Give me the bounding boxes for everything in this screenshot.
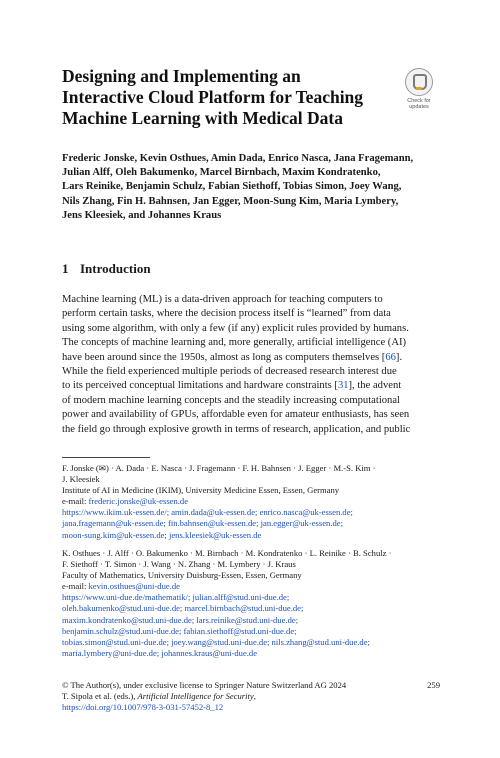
citation-link[interactable]: 31 (337, 380, 349, 392)
title-line-2: Interactive Cloud Platform for Teaching (62, 87, 364, 107)
email-link[interactable]: kevin.osthues@uni-due.de (88, 581, 180, 592)
page-number: 259 (427, 680, 440, 690)
affiliation-email: e-mail: frederic.jonske@uk-essen.de (62, 496, 189, 507)
section-number: 1 (62, 261, 69, 276)
title-line-3: Machine Learning with Medical Data (62, 108, 343, 128)
affiliation-links[interactable]: moon-sung.kim@uk-essen.de; jens.kleesiek@uk-essen.de (62, 529, 262, 540)
affiliation-links[interactable]: https://www.ikim.uk-essen.de/; amin.dada@uk-essen.de; enrico.nasca@uk-essen.de; (62, 507, 353, 518)
affiliation-links[interactable]: tobias.simon@stud.uni-due.de; joey.wang@stud.uni-due.de; nils.zhang@stud.uni-due.de; (62, 636, 370, 647)
affiliation-authors: F. Siethoff · T. Simon · J. Wang · N. Zhang · M. Lymbery · J. Kraus (62, 559, 296, 570)
intro-paragraph (62, 293, 440, 437)
affiliation-links[interactable]: https://www.uni-due.de/mathematik/; julian.alff@stud.uni-due.de; (62, 592, 290, 603)
affiliation-links[interactable]: jana.fragemann@uk-essen.de; fin.bahnsen@uk-essen.de; jan.egger@uk-essen.de; (62, 518, 343, 529)
book-title: Artificial Intelligence for Security (137, 691, 254, 702)
paragraph-line: have been around since the 1950s, almost as long as computers themselves [66]. (62, 351, 403, 363)
affiliation-links[interactable]: benjamin.schulz@stud.uni-due.de; fabian.siethoff@stud.uni-due.de; (62, 625, 297, 636)
citation-line: T. Sipola et al. (eds.), Artificial Intelligence for Security, (62, 691, 256, 702)
paragraph-line: While the field experienced multiple periods of decreased research interest due (62, 366, 397, 378)
affiliation-links[interactable]: maria.lymbery@uni-due.de; johannes.kraus@uni-due.de (62, 647, 258, 658)
copyright-footer (62, 680, 440, 714)
affiliation-links[interactable]: oleh.bakumenko@stud.uni-due.de; marcel.birnbach@stud.uni-due.de; (62, 603, 304, 614)
affiliation-block (62, 463, 442, 541)
citation-link[interactable]: 66 (385, 351, 396, 363)
email-link[interactable]: frederic.jonske@uk-essen.de (88, 496, 189, 507)
check-for-updates-badge[interactable] (399, 68, 439, 110)
paragraph-line: perform certain tasks, where the decision process itself is “learned” from data (62, 308, 391, 320)
author-line: Julian Alff, Oleh Bakumenko, Marcel Birnbach, Maxim Kondratenko, (62, 167, 381, 179)
badge-label: Check for updates (407, 98, 431, 110)
paragraph-line: of modern machine learning concepts and the steadily increasing computational (62, 394, 401, 406)
section-heading (62, 261, 151, 277)
paper-title (62, 66, 392, 129)
affiliation-authors: J. Kleesiek (62, 474, 100, 485)
section-title: Introduction (80, 261, 151, 276)
affiliation-authors: F. Jonske (✉) · A. Dada · E. Nasca · J. Fragemann · F. H. Bahnsen · J. Egger · M.-S. Kim · (62, 463, 376, 473)
affiliation-authors: K. Osthues · J. Alff · O. Bakumenko · M. Birnbach · M. Kondratenko · L. Reinike · B. Schulz · (62, 548, 392, 558)
title-line-1: Designing and Implementing an (62, 66, 301, 86)
copyright-line: © The Author(s), under exclusive license to Springer Nature Switzerland AG 2024 (62, 680, 347, 690)
doi-link[interactable]: https://doi.org/10.1007/978-3-031-57452-8_12 (62, 702, 224, 713)
author-line: Frederic Jonske, Kevin Osthues, Amin Dada, Enrico Nasca, Jana Fragemann, (62, 153, 414, 164)
affiliation-email: e-mail: kevin.osthues@uni-due.de (62, 581, 180, 592)
affiliation-institute: Faculty of Mathematics, University Duisburg-Essen, Essen, Germany (62, 570, 302, 581)
paragraph-line: the field go through explosive growth in terms of research, application, and public (62, 423, 411, 435)
paragraph-line: power and availability of GPUs, affordable even for amateur enthusiasts, has seen (62, 409, 410, 421)
mail-icon: ✉ (98, 463, 106, 473)
affiliation-block (62, 548, 442, 659)
footnote-divider (62, 457, 150, 458)
affiliation-links[interactable]: maxim.kondratenko@stud.uni-due.de; lars.reinike@stud.uni-due.de; (62, 614, 299, 625)
author-list (62, 152, 442, 223)
author-line: Lars Reinike, Benjamin Schulz, Fabian Siethoff, Tobias Simon, Joey Wang, (62, 181, 402, 193)
affiliation-institute: Institute of AI in Medicine (IKIM), University Medicine Essen, Essen, Germany (62, 485, 340, 496)
paragraph-line: The concepts of machine learning and, more generally, artificial intelligence (AI) (62, 337, 407, 349)
paragraph-line: using some algorithm, with only a few (if any) explicit rules provided by humans. (62, 322, 409, 334)
author-line: Jens Kleesiek, and Johannes Kraus (62, 209, 222, 221)
author-line: Nils Zhang, Fin H. Bahnsen, Jan Egger, Moon-Sung Kim, Maria Lymbery, (62, 195, 399, 207)
check-for-updates-icon (405, 68, 433, 96)
paragraph-line: Machine learning (ML) is a data-driven approach for teaching computers to (62, 294, 383, 305)
paragraph-line: to its perceived conceptual limitations and hardware constraints [31], the advent (62, 380, 402, 392)
